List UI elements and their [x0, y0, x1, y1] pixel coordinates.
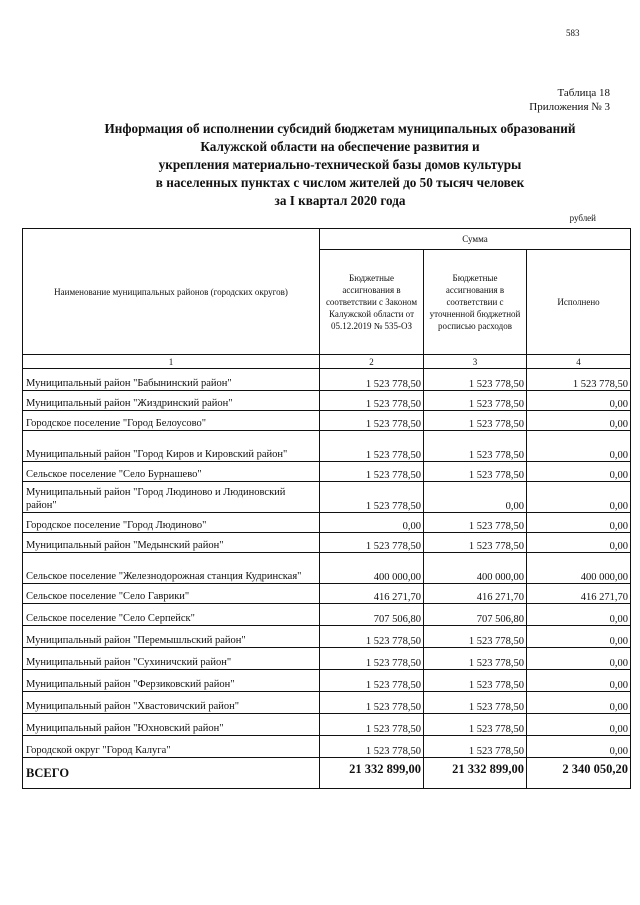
refined-allocation-cell: 1 523 778,50 — [424, 648, 527, 670]
table-reference — [529, 86, 610, 114]
law-allocation-cell: 1 523 778,50 — [320, 411, 424, 431]
header-sum: Сумма — [320, 229, 631, 250]
refined-allocation-cell: 1 523 778,50 — [424, 692, 527, 714]
municipality-name: Муниципальный район "Сухиничский район" — [23, 648, 320, 670]
total-refined-allocation: 21 332 899,00 — [424, 758, 527, 789]
refined-allocation-cell: 1 523 778,50 — [424, 670, 527, 692]
column-number: 4 — [527, 355, 631, 369]
total-row — [23, 758, 631, 789]
executed-cell: 1 523 778,50 — [527, 369, 631, 391]
table-row — [23, 369, 631, 391]
executed-cell: 0,00 — [527, 411, 631, 431]
executed-cell: 0,00 — [527, 431, 631, 462]
law-allocation-cell: 1 523 778,50 — [320, 692, 424, 714]
table-row — [23, 670, 631, 692]
table-body — [23, 369, 631, 789]
table-row — [23, 714, 631, 736]
law-allocation-cell: 400 000,00 — [320, 553, 424, 584]
municipality-name: Городское поселение "Город Белоусово" — [23, 411, 320, 431]
executed-cell: 0,00 — [527, 462, 631, 482]
refined-allocation-cell: 1 523 778,50 — [424, 411, 527, 431]
law-allocation-cell: 1 523 778,50 — [320, 482, 424, 513]
title-line: Калужской области на обеспечение развития и — [200, 139, 480, 154]
law-allocation-cell: 1 523 778,50 — [320, 462, 424, 482]
law-allocation-cell: 1 523 778,50 — [320, 626, 424, 648]
executed-cell: 0,00 — [527, 533, 631, 553]
title-line: Информация об исполнении субсидий бюджетам муниципальных образований — [104, 121, 576, 136]
executed-cell: 0,00 — [527, 692, 631, 714]
executed-cell: 0,00 — [527, 626, 631, 648]
law-allocation-cell: 1 523 778,50 — [320, 736, 424, 758]
municipality-name: Муниципальный район "Хвастовичский район" — [23, 692, 320, 714]
law-allocation-cell: 1 523 778,50 — [320, 533, 424, 553]
title-line: за I квартал 2020 года — [274, 193, 406, 208]
executed-cell: 400 000,00 — [527, 553, 631, 584]
total-executed: 2 340 050,20 — [527, 758, 631, 789]
table-row — [23, 553, 631, 584]
municipality-name: Сельское поселение "Железнодорожная станция Кудринская" — [23, 553, 320, 584]
refined-allocation-cell: 1 523 778,50 — [424, 369, 527, 391]
table-row — [23, 431, 631, 462]
table-row — [23, 736, 631, 758]
table-row — [23, 462, 631, 482]
page-number: 583 — [566, 28, 580, 38]
municipality-name: Муниципальный район "Ферзиковский район" — [23, 670, 320, 692]
table-number: Таблица 18 — [557, 87, 610, 99]
executed-cell: 416 271,70 — [527, 584, 631, 604]
law-allocation-cell: 1 523 778,50 — [320, 714, 424, 736]
refined-allocation-cell: 1 523 778,50 — [424, 431, 527, 462]
header-refined-allocation: Бюджетные ассигнования в соответствии с уточненной бюджетной росписью расходов — [424, 250, 527, 355]
municipality-name: Муниципальный район "Юхновский район" — [23, 714, 320, 736]
law-allocation-cell: 707 506,80 — [320, 604, 424, 626]
subsidy-table — [22, 228, 631, 789]
table-row — [23, 648, 631, 670]
municipality-name: Городское поселение "Город Людиново" — [23, 513, 320, 533]
executed-cell: 0,00 — [527, 482, 631, 513]
refined-allocation-cell: 1 523 778,50 — [424, 533, 527, 553]
municipality-name: Муниципальный район "Медынский район" — [23, 533, 320, 553]
refined-allocation-cell: 1 523 778,50 — [424, 626, 527, 648]
total-label: ВСЕГО — [23, 758, 320, 789]
table-row — [23, 584, 631, 604]
executed-cell: 0,00 — [527, 736, 631, 758]
table-row — [23, 411, 631, 431]
table-row — [23, 626, 631, 648]
table-row — [23, 604, 631, 626]
municipality-name: Сельское поселение "Село Серпейск" — [23, 604, 320, 626]
refined-allocation-cell: 416 271,70 — [424, 584, 527, 604]
header-name: Наименование муниципальных районов (городских округов) — [23, 229, 320, 355]
municipality-name: Сельское поселение "Село Бурнашево" — [23, 462, 320, 482]
header-law-allocation: Бюджетные ассигнования в соответствии с Законом Калужской области от 05.12.2019 № 535-ОЗ — [320, 250, 424, 355]
law-allocation-cell: 1 523 778,50 — [320, 431, 424, 462]
municipality-name: Муниципальный район "Жиздринский район" — [23, 391, 320, 411]
column-number: 2 — [320, 355, 424, 369]
table-row — [23, 533, 631, 553]
executed-cell: 0,00 — [527, 604, 631, 626]
executed-cell: 0,00 — [527, 714, 631, 736]
title-line: в населенных пунктах с числом жителей до 50 тысяч человек — [155, 175, 525, 190]
municipality-name: Муниципальный район "Перемышльский район" — [23, 626, 320, 648]
column-number: 1 — [23, 355, 320, 369]
title-line: укрепления материально-технической базы домов культуры — [158, 157, 522, 172]
refined-allocation-cell: 1 523 778,50 — [424, 513, 527, 533]
table-row — [23, 391, 631, 411]
table-row — [23, 482, 631, 513]
law-allocation-cell: 1 523 778,50 — [320, 648, 424, 670]
executed-cell: 0,00 — [527, 670, 631, 692]
refined-allocation-cell: 0,00 — [424, 482, 527, 513]
currency-unit: рублей — [569, 213, 596, 223]
municipality-name: Городской округ "Город Калуга" — [23, 736, 320, 758]
table-row — [23, 692, 631, 714]
law-allocation-cell: 0,00 — [320, 513, 424, 533]
table-row — [23, 513, 631, 533]
law-allocation-cell: 416 271,70 — [320, 584, 424, 604]
refined-allocation-cell: 400 000,00 — [424, 553, 527, 584]
total-law-allocation: 21 332 899,00 — [320, 758, 424, 789]
municipality-name: Муниципальный район "Город Киров и Кировский район" — [23, 431, 320, 462]
law-allocation-cell: 1 523 778,50 — [320, 369, 424, 391]
executed-cell: 0,00 — [527, 391, 631, 411]
refined-allocation-cell: 1 523 778,50 — [424, 462, 527, 482]
refined-allocation-cell: 1 523 778,50 — [424, 714, 527, 736]
appendix-number: Приложения № 3 — [529, 101, 610, 113]
law-allocation-cell: 1 523 778,50 — [320, 391, 424, 411]
executed-cell: 0,00 — [527, 648, 631, 670]
municipality-name: Муниципальный район "Город Людиново и Людиновский район" — [23, 482, 320, 513]
document-title — [60, 120, 620, 210]
executed-cell: 0,00 — [527, 513, 631, 533]
refined-allocation-cell: 1 523 778,50 — [424, 391, 527, 411]
refined-allocation-cell: 1 523 778,50 — [424, 736, 527, 758]
column-number: 3 — [424, 355, 527, 369]
refined-allocation-cell: 707 506,80 — [424, 604, 527, 626]
municipality-name: Сельское поселение "Село Гаврики" — [23, 584, 320, 604]
law-allocation-cell: 1 523 778,50 — [320, 670, 424, 692]
header-executed: Исполнено — [527, 250, 631, 355]
municipality-name: Муниципальный район "Бабынинский район" — [23, 369, 320, 391]
